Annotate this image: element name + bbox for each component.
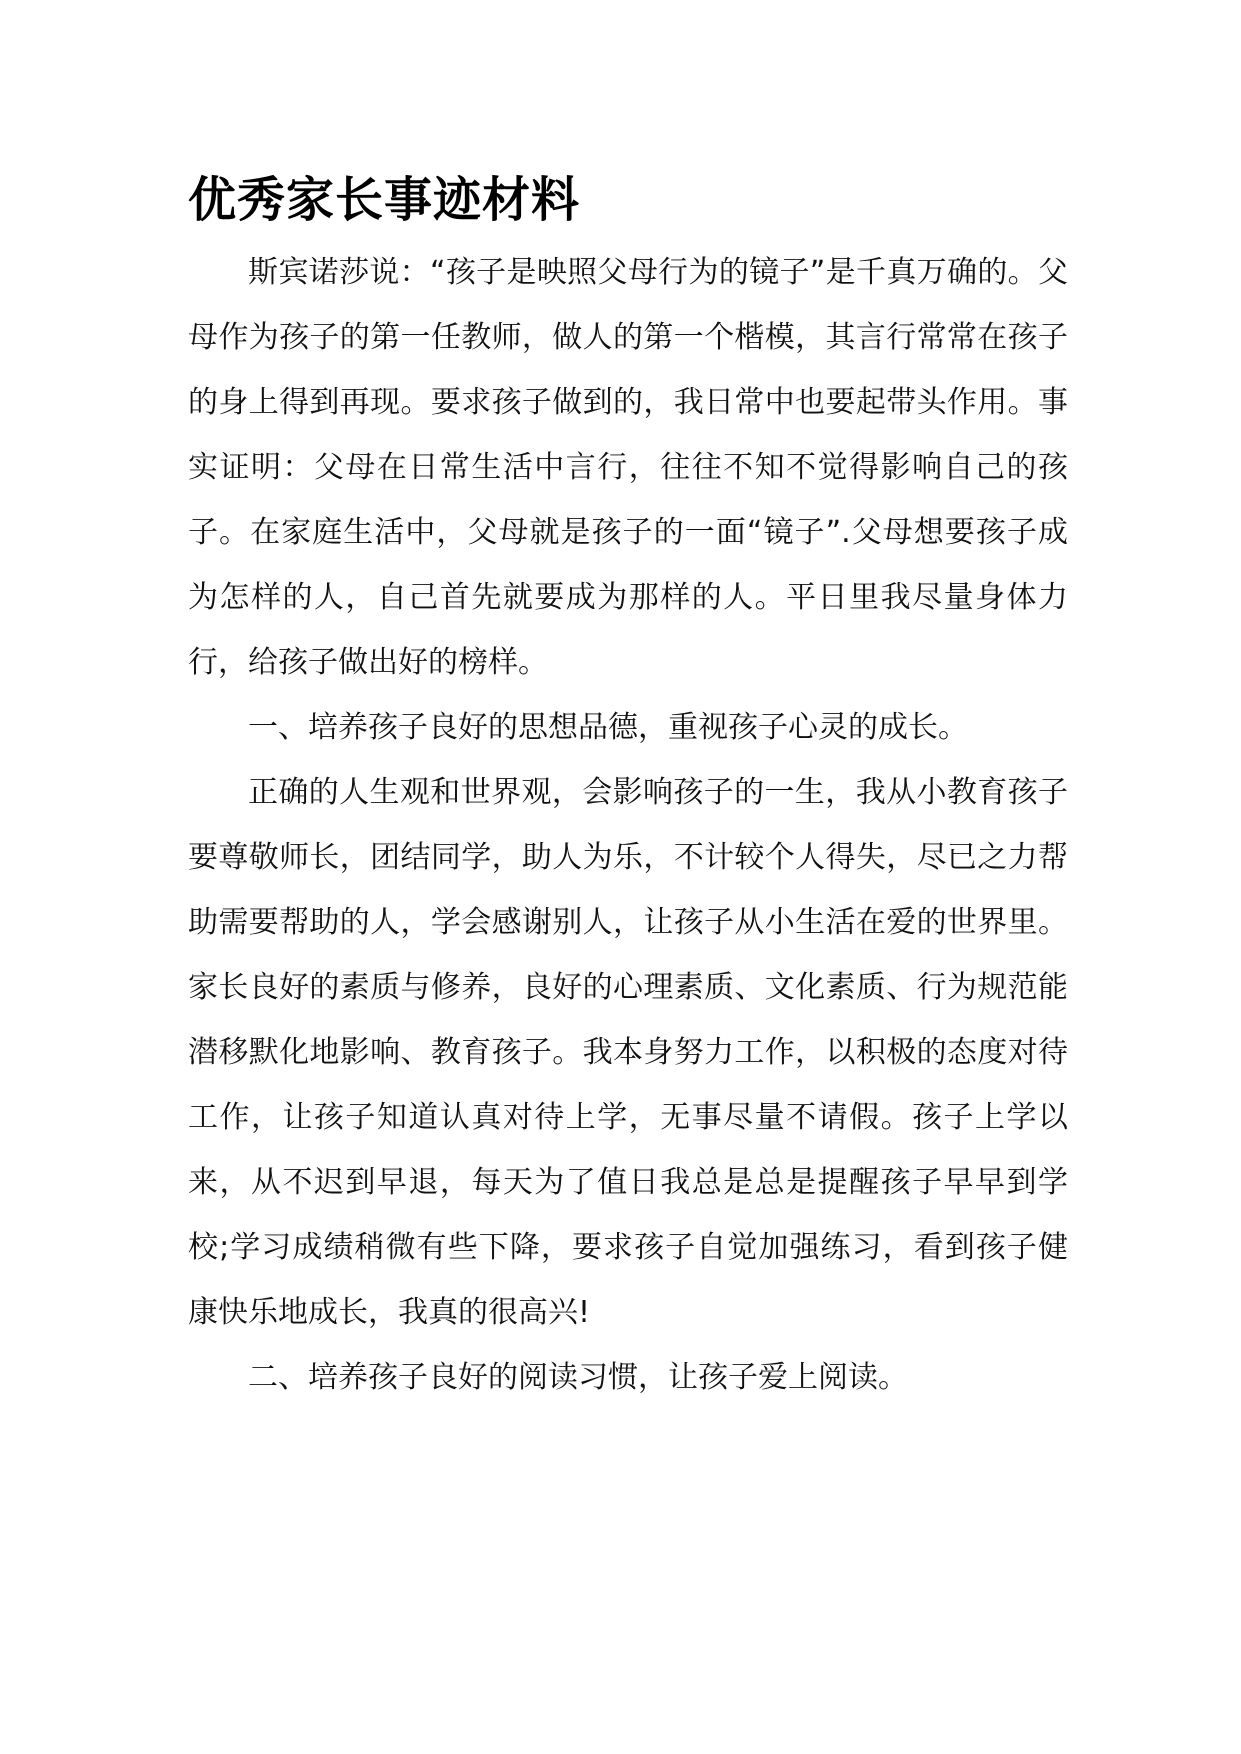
document-body [188,240,1068,1410]
section-1-paragraph: 正确的人生观和世界观，会影响孩子的一生，我从小教育孩子要尊敬师长，团结同学，助人为乐，不计较个人得失，尽已之力帮助需要帮助的人，学会感谢别人，让孩子从小生活在爱的世界里。家长良好的素质与修养，良好的心理素质、文化素质、行为规范能潜移默化地影响、教育孩子。我本身努力工作，以积极的态度对待工作，让孩子知道认真对待上学，无事尽量不请假。孩子上学以来，从不迟到早退，每天为了值日我总是总是提醒孩子早早到学校;学习成绩稍微有些下降，要求孩子自觉加强练习，看到孩子健康快乐地成长，我真的很高兴! [188,775,1068,1330]
section-heading-1: 一、培养孩子良好的思想品德，重视孩子心灵的成长。 [248,710,968,745]
intro-paragraph: 斯宾诺莎说：“孩子是映照父母行为的镜子”是千真万确的。父母作为孩子的第一任教师，做人的第一个楷模，其言行常常在孩子的身上得到再现。要求孩子做到的，我日常中也要起带头作用。事实证明：父母在日常生活中言行，往往不知不觉得影响自己的孩子。在家庭生活中，父母就是孩子的一面“镜子”.父母想要孩子成为怎样的人，自己首先就要成为那样的人。平日里我尽量身体力行，给孩子做出好的榜样。 [188,255,1068,680]
section-heading-2: 二、培养孩子良好的阅读习惯，让孩子爱上阅读。 [248,1360,908,1395]
document-title: 优秀家长事迹材料 [188,172,581,228]
